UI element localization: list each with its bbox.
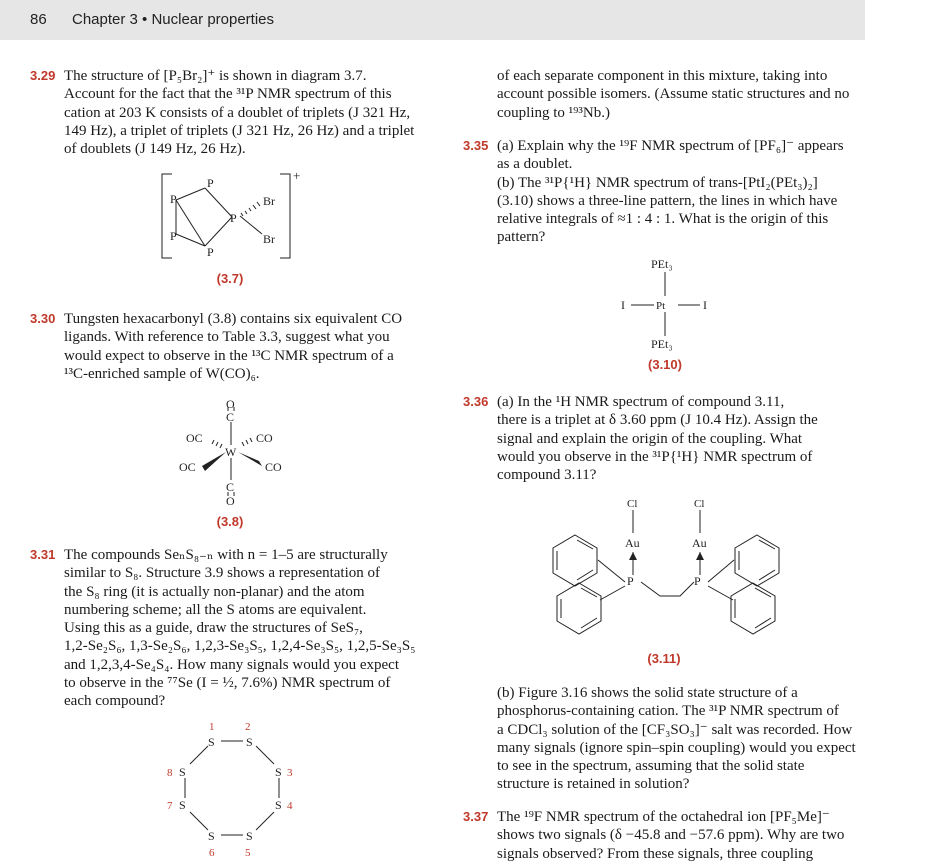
atom-Br: Br [263,194,275,208]
atom-C: C [226,480,235,494]
text-line: The ¹⁹F NMR spectrum of the octahedral ion [PF₅Me]⁻ [497,809,830,825]
text-line: as a doublet. [497,156,573,173]
atom-Au: Au [625,536,640,550]
text-line: signals observed? From these signals, three coupling [497,845,814,862]
atom-P: P [170,192,177,206]
question-number: 3.37 [463,809,489,824]
atom-number: 2 [245,721,251,733]
text-line: similar to S₈. Structure 3.9 shows a representation of [64,565,381,582]
atom-Cl: Cl [627,498,638,510]
atom-C: C [226,410,235,424]
charge-sign: + [293,168,301,183]
atom-S: S [208,829,215,843]
text-line: ¹³C-enriched sample of W(CO)₆. [64,365,260,382]
atom-P: P [230,211,237,225]
atom-S: S [275,798,282,812]
text-line: The compounds SeₙS₈₋ₙ with n = 1–5 are structurally [64,547,388,563]
atom-number: 4 [287,800,293,812]
atom-number: 7 [167,800,173,812]
atom-Br: Br [263,232,275,246]
ligand-OC: OC [179,460,196,474]
atom-P: P [207,176,214,190]
structure-label-3-10: (3.10) [648,357,682,372]
atom-S: S [179,765,186,779]
structure-label-3-7: (3.7) [216,271,244,286]
chapter-title: Chapter 3 • Nuclear properties [72,11,275,28]
atom-S: S [275,765,282,779]
ligand-PEt3: PEt₃ [651,337,673,351]
text-line: (3.10) shows a three-line pattern, the lines in which have [497,192,838,209]
structure-label-3-11: (3.11) [647,651,681,666]
text-line: the S₈ ring (it is actually non-planar) and the atom [64,583,365,600]
text-line: phosphorus-containing cation. The ³¹P NMR spectrum of [497,703,839,720]
atom-I: I [703,298,707,312]
text-line: to observe in the ⁷⁷Se (I = ½, 7.6%) NMR spectrum of [64,675,391,692]
text-line: signal and explain the origin of the coupling. What [497,430,803,447]
atom-S: S [208,735,215,749]
text-line: (a) In the ¹H NMR spectrum of compound 3.11, [497,394,785,410]
text-line: (b) The ³¹P{¹H} NMR spectrum of trans-[PtI₂(PEt₃)₂] [497,174,818,191]
text-line: to see in the spectrum, assuming that the solid state [497,758,805,775]
text-line: and 1,2,3,4-Se₄S₄. How many signals would you expect [64,656,400,673]
atom-O: O [226,494,235,508]
text-line: (b) Figure 3.16 shows the solid state structure of a [497,685,798,701]
atom-Pt: Pt [656,300,666,312]
atom-Cl: Cl [694,498,705,510]
text-line: Tungsten hexacarbonyl (3.8) contains six equivalent CO [64,311,403,327]
text-line: there is a triplet at δ 3.60 ppm (J 10.4 Hz). Assign the [497,412,818,429]
question-number: 3.36 [463,394,489,409]
atom-Au: Au [692,536,707,550]
text-line: 149 Hz), a triplet of triplets (J 321 Hz, 26 Hz) and a triplet [64,122,415,139]
atom-S: S [246,735,253,749]
text-line: of each separate component in this mixture, taking into [497,68,828,84]
text-line: account possible isomers. (Assume static structures and no [497,86,850,103]
atom-number: 5 [245,847,251,859]
text-line: many signals (ignore spin–spin coupling) would you expect [497,739,856,756]
text-line: structure is retained in solution? [497,776,690,793]
atom-number: 6 [209,847,215,859]
question-3-37 [463,808,877,863]
text-line: would you observe in the ³¹P{¹H} NMR spectrum of [497,448,813,465]
text-line: would expect to observe in the ¹³C NMR spectrum of a [64,347,394,364]
ligand-PEt3: PEt₃ [651,257,673,271]
text-line: (a) Explain why the ¹⁹F NMR spectrum of [PF₆]⁻ appears [497,138,844,154]
question-number: 3.35 [463,138,489,153]
question-number: 3.31 [30,547,56,562]
atom-P: P [207,245,214,259]
atom-S: S [246,829,253,843]
text-line: a CDCl₃ solution of the [CF₃SO₃]⁻ salt was recorded. How [497,721,853,738]
text-line: Using this as a guide, draw the structures of SeS₇, [64,620,363,637]
atom-number: 1 [209,721,215,733]
text-line: coupling to ¹⁹³Nb.) [497,104,610,121]
text-line: The structure of [P₅Br₂]⁺ is shown in diagram 3.7. [64,68,367,84]
atom-P: P [694,574,701,588]
text-line: relative integrals of ≈1 : 4 : 1. What is the origin of this [497,211,829,228]
atom-number: 3 [287,767,293,779]
question-number: 3.30 [30,311,56,326]
text-line: compound 3.11? [497,467,597,484]
ligand-CO: CO [256,431,273,445]
atom-P: P [170,229,177,243]
atom-P: P [627,574,634,588]
text-line: numbering scheme; all the S atoms are equivalent. [64,601,367,618]
text-line: cation at 203 K consists of a doublet of triplets (J 321 Hz, [64,104,411,121]
question-number: 3.29 [30,68,56,83]
structure-label-3-8: (3.8) [216,514,244,529]
text-line: of doublets (J 149 Hz, 26 Hz). [64,141,246,158]
text-line: 1,2-Se₂S₆, 1,3-Se₂S₆, 1,2,3-Se₃S₅, 1,2,4-Se₃S₅, 1,2,5-Se₃S₅ [64,638,416,655]
text-line: ligands. With reference to Table 3.3, suggest what you [64,329,390,346]
text-line: Account for the fact that the ³¹P NMR spectrum of this [64,86,392,103]
atom-I: I [621,298,625,312]
ligand-CO: CO [265,460,282,474]
atom-number: 8 [167,767,173,779]
right-column-5 [463,808,877,863]
text-line: pattern? [497,229,546,246]
atom-W: W [225,445,237,459]
atom-S: S [179,798,186,812]
right-column-4 [497,684,877,794]
text-line: each compound? [64,693,166,710]
ligand-OC: OC [186,431,203,445]
atom-O: O [226,397,235,411]
page-number: 86 [30,11,47,28]
text-line: shows two signals (δ −45.8 and −57.6 ppm). Why are two [497,827,845,844]
